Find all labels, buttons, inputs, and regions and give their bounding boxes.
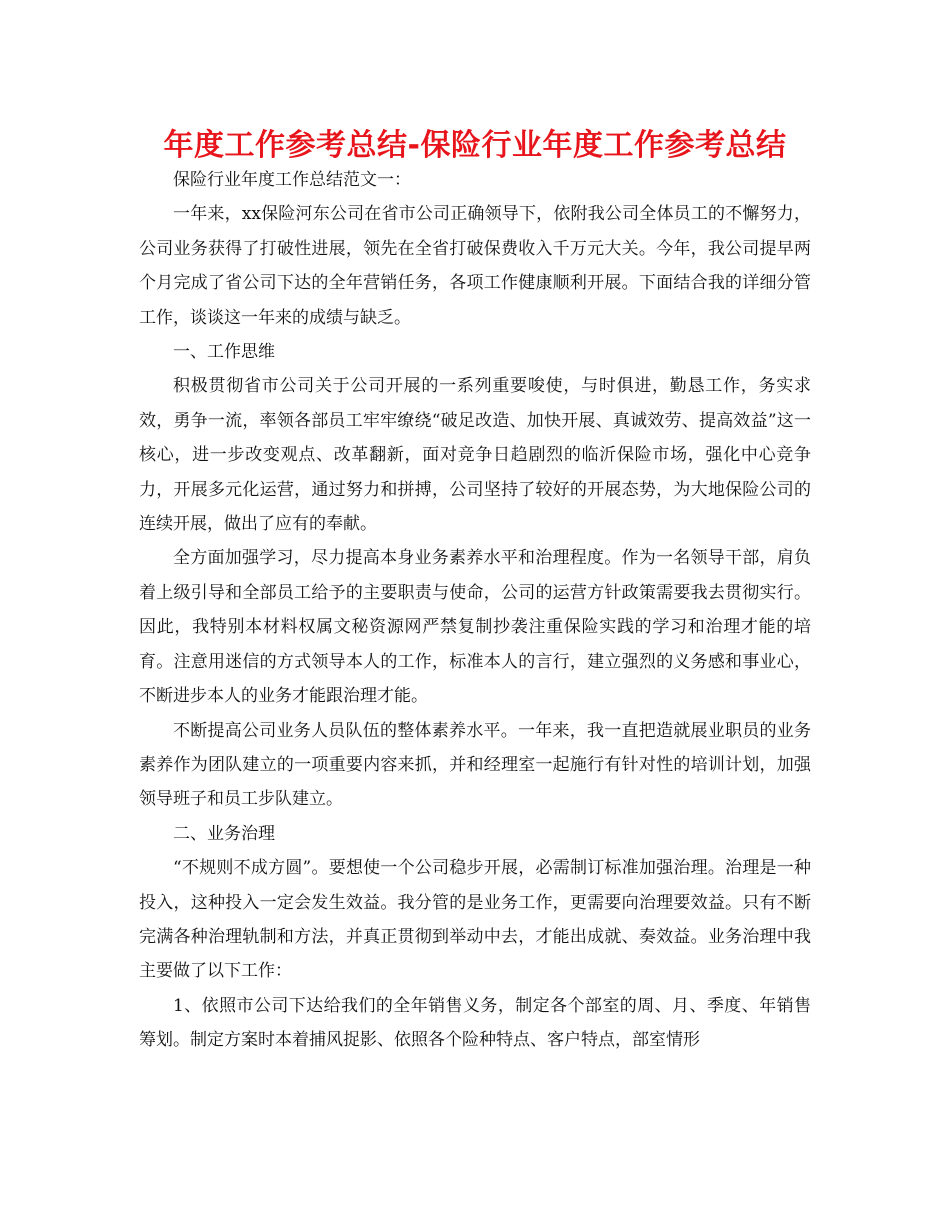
paragraph-intro-heading: 保险行业年度工作总结范文一：	[173, 170, 411, 190]
document-body	[139, 163, 811, 1058]
paragraph-overview: 一年来，xx保险河东公司在省市公司正确领导下，依附我公司全体员工的不懈努力，公司业务获得了打破性进展，领先在全省打破保费收入千万元大关。今年，我公司提早两个月完成了省公司下达的全年营销任务，各项工作健康顺利开展。下面结合我的详细分管工作，谈谈这一年来的成绩与缺乏。	[139, 204, 811, 328]
section-heading-thinking: 一、工作思维	[173, 342, 275, 363]
paragraph-sales-plan: 1、依照市公司下达给我们的全年销售义务，制定各个部室的周、月、季度、年销售筹划。制定方案时本着捕风捉影、依照各个险种特点、客户特点，部室情形	[139, 995, 811, 1051]
paragraph-management: “不规则不成方圆”。要想使一个公司稳步开展，必需制订标准加强治理。治理是一种投入，这种投入一定会发生效益。我分管的是业务工作，更需要向治理要效益。只有不断完满各种治理轨制和方法，并真正贯彻到举动中去，才能出成就、奏效益。业务治理中我主要做了以下工作：	[139, 858, 811, 982]
paragraph-learning: 全方面加强学习，尽力提高本身业务素养水平和治理程度。作为一名领导干部，肩负着上级引导和全部员工给予的主要职责与使命，公司的运营方针政策需要我去贯彻实行。因此，我特别本材料权属文秘资源网严禁复制抄袭注重保险实践的学习和治理才能的培育。注意用迷信的方式领导本人的工作，标准本人的言行，建立强烈的义务感和事业心，不断进步本人的业务才能跟治理才能。	[139, 548, 811, 707]
document-title: 年度工作参考总结-保险行业年度工作参考总结	[163, 128, 787, 163]
paragraph-team-quality: 不断提高公司业务人员队伍的整体素养水平。一年来，我一直把造就展业职员的业务素养作为团队建立的一项重要内容来抓，并和经理室一起施行有针对性的培训计划，加强领导班子和员工步队建立。	[139, 720, 811, 810]
section-heading-management: 二、业务治理	[173, 823, 275, 844]
paragraph-thinking: 积极贯彻省市公司关于公司开展的一系列重要唆使，与时俱进，勤恳工作，务实求效，勇争一流，率领各部员工牢牢缭绕“破足改造、加快开展、真诚效劳、提高效益”这一核心，进一步改变观点、改革翻新，面对竞争日趋剧烈的临沂保险市场，强化中心竞争力，开展多元化运营，通过努力和拼搏，公司坚持了较好的开展态势，为大地保险公司的连续开展，做出了应有的奉献。	[139, 376, 811, 535]
